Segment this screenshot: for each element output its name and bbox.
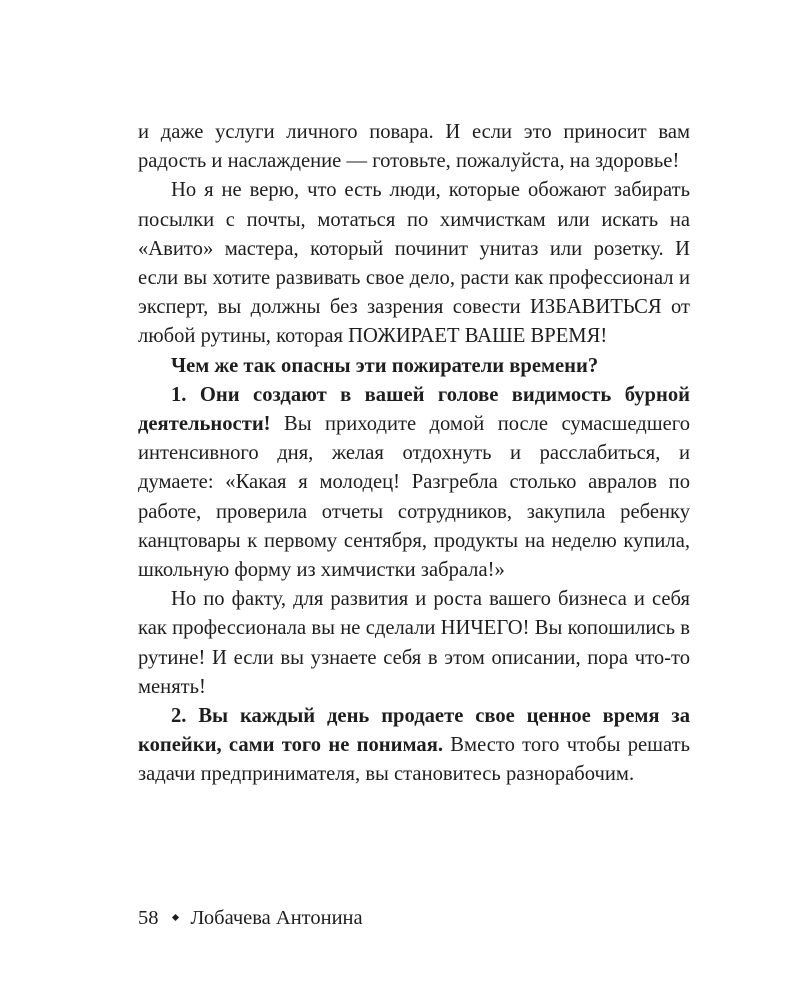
paragraph-text: Но я не верю, что есть люди, которые обожают забирать посылки с почты, мотаться по химчисткам или искать на «Авито» мастера, который починит унитаз или розетку. И если вы хотите развивать свое дело, расти как профессионал и эксперт, вы должны без зазрения совести ИЗБАВИТЬСЯ от любой рутины, которая ПОЖИРАЕТ ВАШЕ ВРЕМЯ! <box>138 179 690 348</box>
paragraph-heading: 1. Они создают в вашей голове видимость бурной деятельности! <box>138 383 690 436</box>
paragraph <box>138 585 690 702</box>
paragraph-heading: Чем же так опасны эти пожиратели времени? <box>171 354 599 377</box>
paragraph <box>138 352 690 381</box>
paragraph-text: Вы приходите домой после сумасшедшего интенсивного дня, желая отдохнуть и расслабиться, и думаете: «Какая я молодец! Разгребла столько авралов по работе, проверила отчеты сотрудников, закупила ребенку канцтовары к первому сентября, продукты на неделю купила, школьную форму из химчистки забрала!» <box>138 413 690 582</box>
body-text <box>138 118 690 790</box>
paragraph <box>138 702 690 790</box>
paragraph-heading: 2. Вы каждый день продаете свое ценное время за копейки, сами того не понимая. <box>138 705 690 757</box>
paragraph <box>138 118 690 176</box>
page-number: 58 <box>138 907 159 929</box>
paragraph-text: Но по факту, для развития и роста вашего бизнеса и себя как профессионала вы не сделали НИЧЕГО! Вы копошились в рутине! И если вы узнаете себя в этом описании, пора что-то менять! <box>138 588 690 698</box>
paragraph <box>138 381 690 585</box>
paragraph <box>138 176 690 351</box>
author-name: Лобачева Антонина <box>190 907 363 929</box>
diamond-separator-icon <box>171 914 178 921</box>
page-footer <box>138 904 363 932</box>
paragraph-text: и даже услуги личного повара. И если это приносит вам радость и наслаждение — готовьте, пожалуйста, на здоровье! <box>138 121 690 173</box>
paragraph-text: Вместо того чтобы решать задачи предпринимателя, вы становитесь разнорабочим. <box>138 734 690 786</box>
